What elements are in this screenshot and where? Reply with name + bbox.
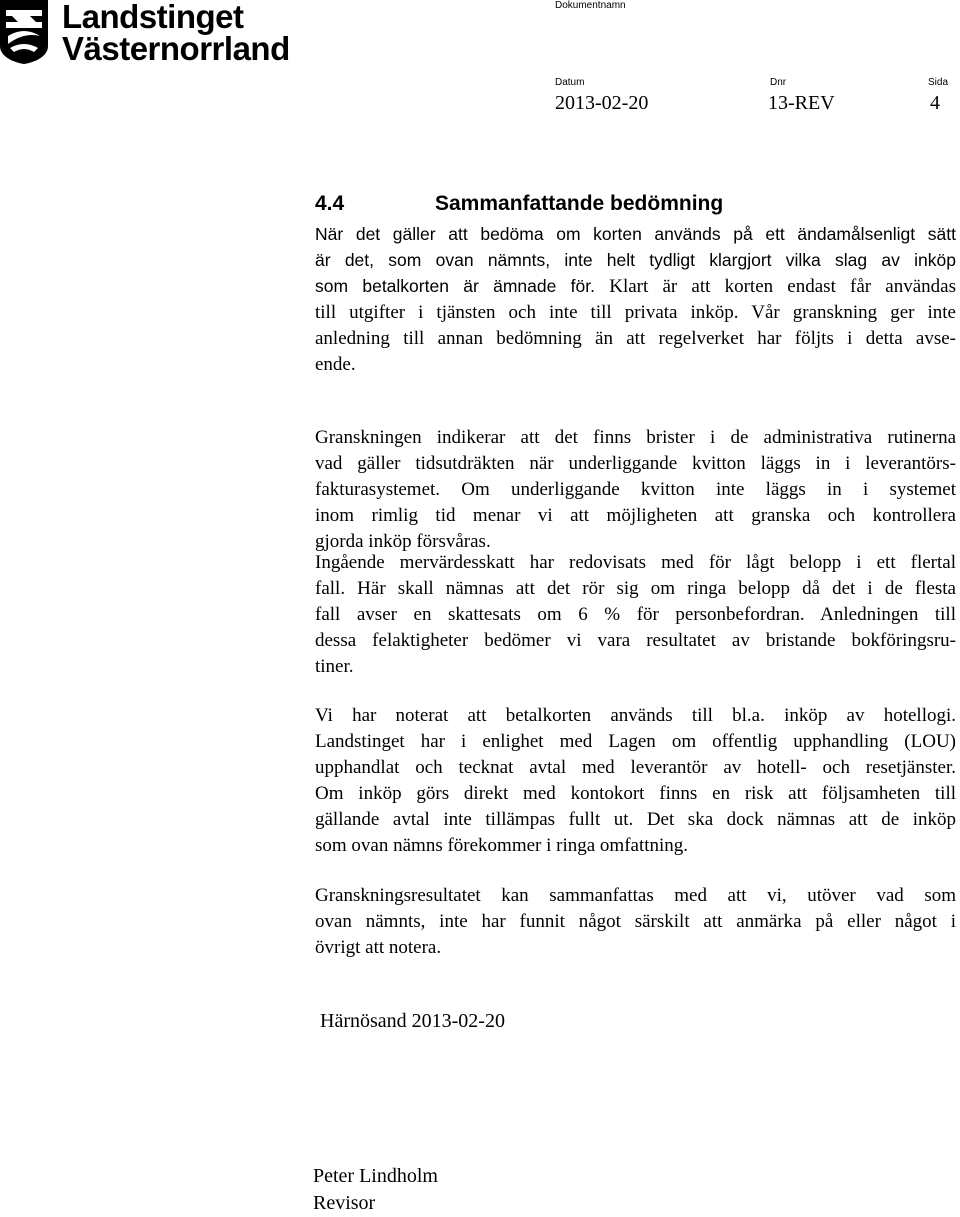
text-line: till utgifter i tjänsten och inte till privata inköp. Vår granskning ger inte bbox=[315, 302, 956, 323]
text-line: Landstinget har i enlighet med Lagen om offentlig upphandling (LOU) bbox=[315, 731, 956, 752]
text-line: gällande avtal inte tillämpas fullt ut. Det ska dock nämnas att de inköp bbox=[315, 809, 956, 830]
page-label: Sida bbox=[928, 77, 949, 88]
logo-text-line2: Västernorrland bbox=[62, 30, 290, 67]
text-run: Klart är att korten endast får användas bbox=[609, 276, 956, 297]
text-line: anledning till annan bedömning än att regelverket har följts i detta avse- bbox=[315, 328, 956, 349]
date-label: Datum bbox=[555, 77, 585, 88]
dnr-value: 13-REV bbox=[768, 92, 835, 114]
place-date: Härnösand 2013-02-20 bbox=[320, 1010, 505, 1032]
text-line: fall. Här skall nämnas att det rör sig om ringa belopp då det i de flesta bbox=[315, 578, 956, 599]
paragraph-1 bbox=[315, 221, 956, 378]
signer-name: Peter Lindholm bbox=[313, 1165, 438, 1187]
text-line: gjorda inköp försvåras. bbox=[315, 531, 491, 552]
text-line: fakturasystemet. Om underliggande kvitton inte läggs in i systemet bbox=[315, 479, 956, 500]
text-line: ovan nämnts, inte har funnit något särskilt att anmärka på eller något i bbox=[315, 911, 956, 932]
page-value: 4 bbox=[930, 92, 940, 114]
date-value: 2013-02-20 bbox=[555, 92, 649, 114]
text-line: Vi har noterat att betalkorten används till bl.a. inköp av hotellogi. bbox=[315, 705, 956, 726]
section-heading bbox=[315, 192, 723, 216]
text-line: dessa felaktigheter bedömer vi vara resultatet av bristande bokföringsru- bbox=[315, 630, 956, 651]
logo-text-line1: Landstinget bbox=[62, 0, 244, 35]
paragraph-4 bbox=[315, 703, 956, 859]
signature-block bbox=[313, 1163, 438, 1217]
text-line: tiner. bbox=[315, 656, 354, 677]
text-run: som betalkorten är ämnade för. bbox=[315, 276, 610, 296]
dnr-label: Dnr bbox=[770, 77, 787, 88]
document-name-label: Dokumentnamn bbox=[555, 0, 626, 11]
section-number: 4.4 bbox=[315, 192, 345, 215]
text-line: ende. bbox=[315, 354, 356, 375]
text-line: Om inköp görs direkt med kontokort finns en risk att följsamheten till bbox=[315, 783, 956, 804]
text-line: När det gäller att bedöma om korten används på ett ändamålsenligt sätt bbox=[315, 224, 956, 244]
text-line: är det, som ovan nämnts, inte helt tydligt klargjort vilka slag av inköp bbox=[315, 250, 956, 270]
text-line: inom rimlig tid menar vi att möjligheten att granska och kontrollera bbox=[315, 505, 956, 526]
paragraph-3 bbox=[315, 550, 956, 680]
text-line: vad gäller tidsutdräkten när underliggande kvitton läggs in i leverantörs- bbox=[315, 453, 956, 474]
paragraph-2 bbox=[315, 425, 956, 555]
county-arms-icon bbox=[0, 0, 50, 64]
text-line: Granskningsresultatet kan sammanfattas med att vi, utöver vad som bbox=[315, 885, 956, 906]
text-line: Granskningen indikerar att det finns brister i de administrativa rutinerna bbox=[315, 427, 956, 448]
signer-title: Revisor bbox=[313, 1192, 376, 1214]
paragraph-5 bbox=[315, 883, 956, 961]
text-line: upphandlat och tecknat avtal med leverantör av hotell- och resetjänster. bbox=[315, 757, 956, 778]
text-line: Ingående mervärdesskatt har redovisats med för lågt belopp i ett flertal bbox=[315, 552, 956, 573]
text-line: övrigt att notera. bbox=[315, 937, 442, 958]
text-line: som ovan nämns förekommer i ringa omfattning. bbox=[315, 835, 689, 856]
text-line: fall avser en skattesats om 6 % för personbefordran. Anledningen till bbox=[315, 604, 956, 625]
section-title: Sammanfattande bedömning bbox=[435, 192, 724, 215]
text-line bbox=[315, 273, 956, 300]
organization-logo bbox=[0, 0, 300, 70]
